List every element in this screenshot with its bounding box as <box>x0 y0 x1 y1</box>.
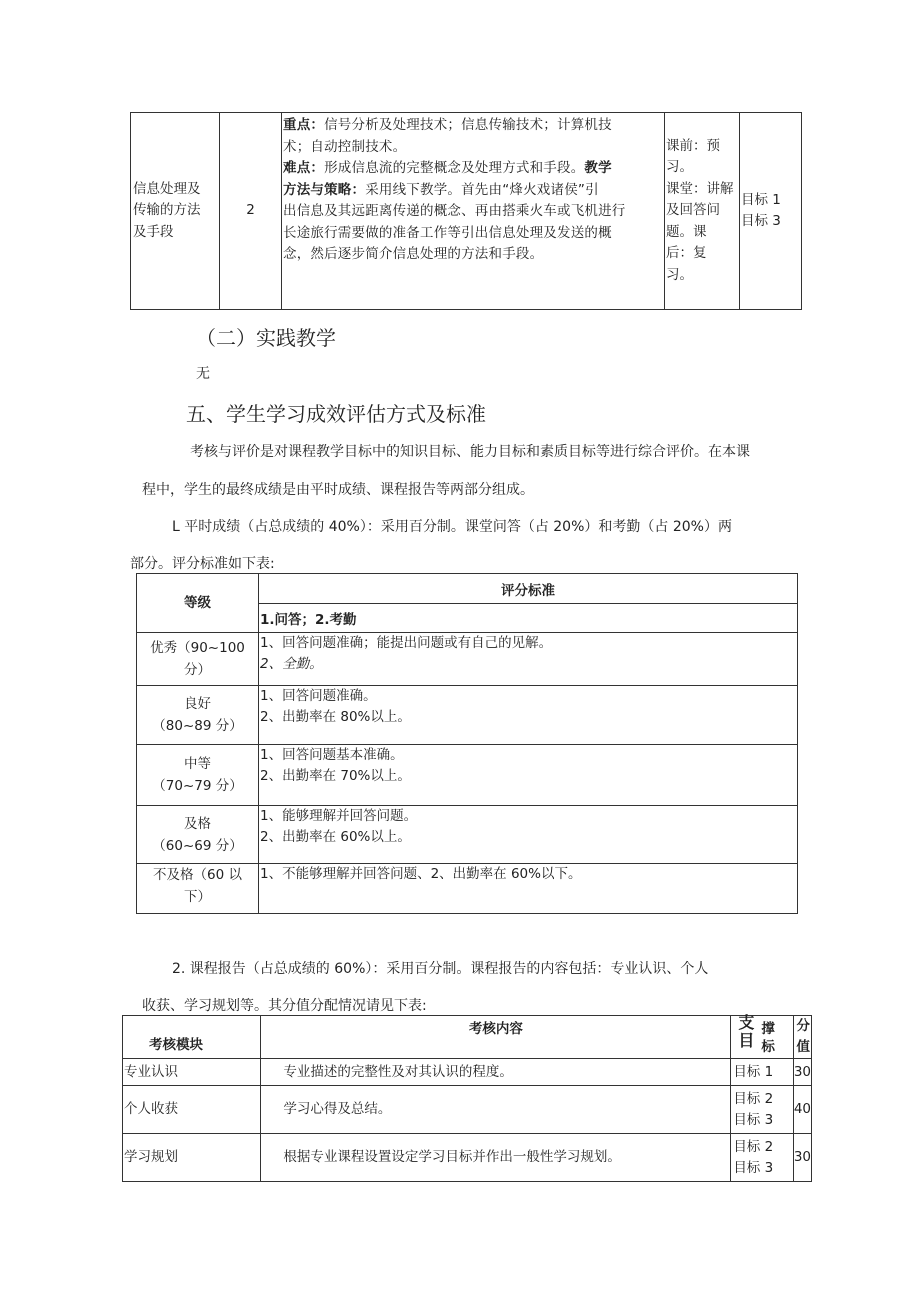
standard-subheader: 1.问答；2.考勤 <box>259 604 798 633</box>
content-run: 形成信息流的完整概念及处理方式和手段。 <box>324 160 585 176</box>
level-cell <box>137 745 259 806</box>
standard-cell <box>259 806 798 864</box>
level-line: 中等 <box>184 756 211 772</box>
score-cell: 40 <box>793 1086 811 1134</box>
content-run: 信号分析及处理技术；信息传输技术；计算机技 <box>324 117 612 133</box>
table-row <box>137 686 798 745</box>
method-line: 习。 <box>666 266 693 283</box>
standard-line: 1、不能够理解并回答问题、2、出勤率在 60%以下。 <box>260 866 582 882</box>
standard-header: 评分标准 <box>259 574 798 604</box>
course-content-table <box>130 112 802 310</box>
content-header: 考核内容 <box>261 1016 731 1059</box>
paragraph-line: 考核与评价是对课程教学目标中的知识目标、能力目标和素质目标等进行综合评价。在本课 <box>190 444 750 460</box>
content-line <box>283 115 664 137</box>
standard-line: 2、全勤。 <box>260 656 323 672</box>
level-header: 等级 <box>137 574 259 633</box>
method-line: 习。 <box>666 159 693 176</box>
target-line: 目标 1 <box>733 1063 774 1080</box>
table-row <box>131 113 802 310</box>
paragraph-line: 2. 课程报告（占总成绩的 60%）：采用百分制。课程报告的内容包括：专业认识、个人 <box>172 961 709 977</box>
support-char: 标 <box>761 1039 775 1055</box>
topic-line: 传输的方法 <box>133 202 201 219</box>
content-run: 出信息及其远距离传递的概念、再由搭乘火车或飞机进行 <box>283 203 626 219</box>
methods-cell <box>665 113 740 310</box>
section-heading-five: 五、学生学习成效评估方式及标准 <box>186 402 486 426</box>
table-row <box>137 633 798 686</box>
level-line: 下） <box>184 889 211 905</box>
content-bold-run: 教学 <box>584 160 612 176</box>
level-cell <box>137 806 259 864</box>
content-line <box>283 201 664 223</box>
content-cell: 专业描述的完整性及对其认识的程度。 <box>261 1059 731 1086</box>
content-line <box>283 223 664 245</box>
score-header: 分值 <box>793 1016 811 1059</box>
support-cell <box>731 1059 794 1086</box>
content-run: 术；自动控制技术。 <box>283 138 407 155</box>
topic-line: 信息处理及 <box>133 180 201 197</box>
level-line: 不及格（60 以 <box>153 867 242 883</box>
content-run: 念，然后逐步简介信息处理的方法和手段。 <box>283 246 544 262</box>
score-cell: 30 <box>793 1059 811 1086</box>
level-line: （60~69 分） <box>152 837 243 854</box>
target-line: 目标 3 <box>733 1159 774 1176</box>
level-line: （80~89 分） <box>152 718 243 734</box>
section-heading-practice: （二）实践教学 <box>196 326 336 350</box>
support-char: 支 <box>738 1013 755 1032</box>
standard-cell <box>259 864 798 914</box>
method-line: 及回答问 <box>666 202 720 219</box>
table-row <box>123 1086 812 1134</box>
targets-cell <box>740 113 802 310</box>
method-line: 课前：预 <box>666 137 720 154</box>
level-cell <box>137 864 259 914</box>
support-char: 撑 <box>761 1021 775 1037</box>
topic-cell <box>131 113 220 310</box>
standard-line: 1、能够理解并回答问题。 <box>260 808 418 824</box>
content-line <box>283 137 664 159</box>
content-cell: 根据专业课程设置设定学习目标并作出一般性学习规划。 <box>261 1134 731 1182</box>
table-row <box>137 806 798 864</box>
table-header-row <box>137 574 798 604</box>
content-bold-run: 难点： <box>283 160 325 176</box>
score-cell: 30 <box>793 1134 811 1182</box>
content-run: 采用线下教学。首先由“烽火戏诸侯”引 <box>365 181 599 198</box>
content-bold-run: 方法与策略： <box>283 181 366 198</box>
level-line: 及格 <box>184 815 211 832</box>
content-run: 长途旅行需要做的准备工作等引出信息处理及发送的概 <box>283 224 612 241</box>
support-header <box>731 1013 794 1059</box>
content-cell <box>282 113 665 310</box>
module-cell: 学习规划 <box>123 1134 261 1182</box>
table-header-row <box>123 1016 812 1059</box>
support-char: 目 <box>738 1031 755 1050</box>
level-line: 分） <box>184 662 211 678</box>
target-line: 目标 1 <box>741 191 781 208</box>
standard-cell <box>259 745 798 806</box>
module-cell: 个人收获 <box>123 1086 261 1134</box>
support-cell <box>731 1086 794 1134</box>
module-cell: 专业认识 <box>123 1059 261 1086</box>
content-cell: 学习心得及总结。 <box>261 1086 731 1134</box>
paragraph-line: 程中，学生的最终成绩是由平时成绩、课程报告等两部分组成。 <box>142 482 534 498</box>
paragraph-line: 部分。评分标准如下表: <box>130 556 275 572</box>
paragraph-line: 收获、学习规划等。其分值分配情况请见下表: <box>142 998 427 1014</box>
level-line: （70~79 分） <box>152 778 243 794</box>
support-cell <box>731 1134 794 1182</box>
table-row <box>137 745 798 806</box>
content-line <box>283 158 664 180</box>
target-line: 目标 3 <box>741 213 781 229</box>
module-header: 考核模块 <box>123 1016 261 1059</box>
standard-cell <box>259 633 798 686</box>
grading-standard-table <box>136 573 798 914</box>
content-line <box>283 244 664 266</box>
standard-line: 2、出勤率在 80%以上。 <box>260 709 411 725</box>
table-row <box>123 1059 812 1086</box>
standard-line: 2、出勤率在 70%以上。 <box>260 768 411 784</box>
topic-line: 及手段 <box>133 223 174 240</box>
target-line: 目标 3 <box>733 1111 774 1128</box>
standard-line: 1、回答问题基本准确。 <box>260 747 404 763</box>
content-line <box>283 180 664 202</box>
level-cell <box>137 633 259 686</box>
report-scoring-table <box>122 1015 812 1182</box>
target-line: 目标 2 <box>733 1138 774 1155</box>
standard-line: 1、回答问题准确；能提出问题或有自己的见解。 <box>260 635 553 651</box>
table-row <box>123 1134 812 1182</box>
method-line: 题。课 <box>666 223 707 240</box>
table-row <box>137 864 798 914</box>
method-line: 后：复 <box>666 245 707 262</box>
standard-cell <box>259 686 798 745</box>
level-line: 优秀（90~100 <box>150 640 245 656</box>
paragraph-line: L 平时成绩（占总成绩的 40%）：采用百分制。课堂问答（占 20%）和考勤（占 20%）两 <box>172 519 732 535</box>
standard-line: 1、回答问题准确。 <box>260 688 377 704</box>
method-line: 课堂：讲解 <box>666 180 734 197</box>
practice-none-text: 无 <box>196 366 210 382</box>
level-cell <box>137 686 259 745</box>
target-line: 目标 2 <box>733 1090 774 1107</box>
standard-line: 2、出勤率在 60%以上。 <box>260 829 411 845</box>
hours-cell: 2 <box>220 113 282 310</box>
level-line: 良好 <box>184 696 211 712</box>
content-bold-run: 重点： <box>283 117 325 133</box>
